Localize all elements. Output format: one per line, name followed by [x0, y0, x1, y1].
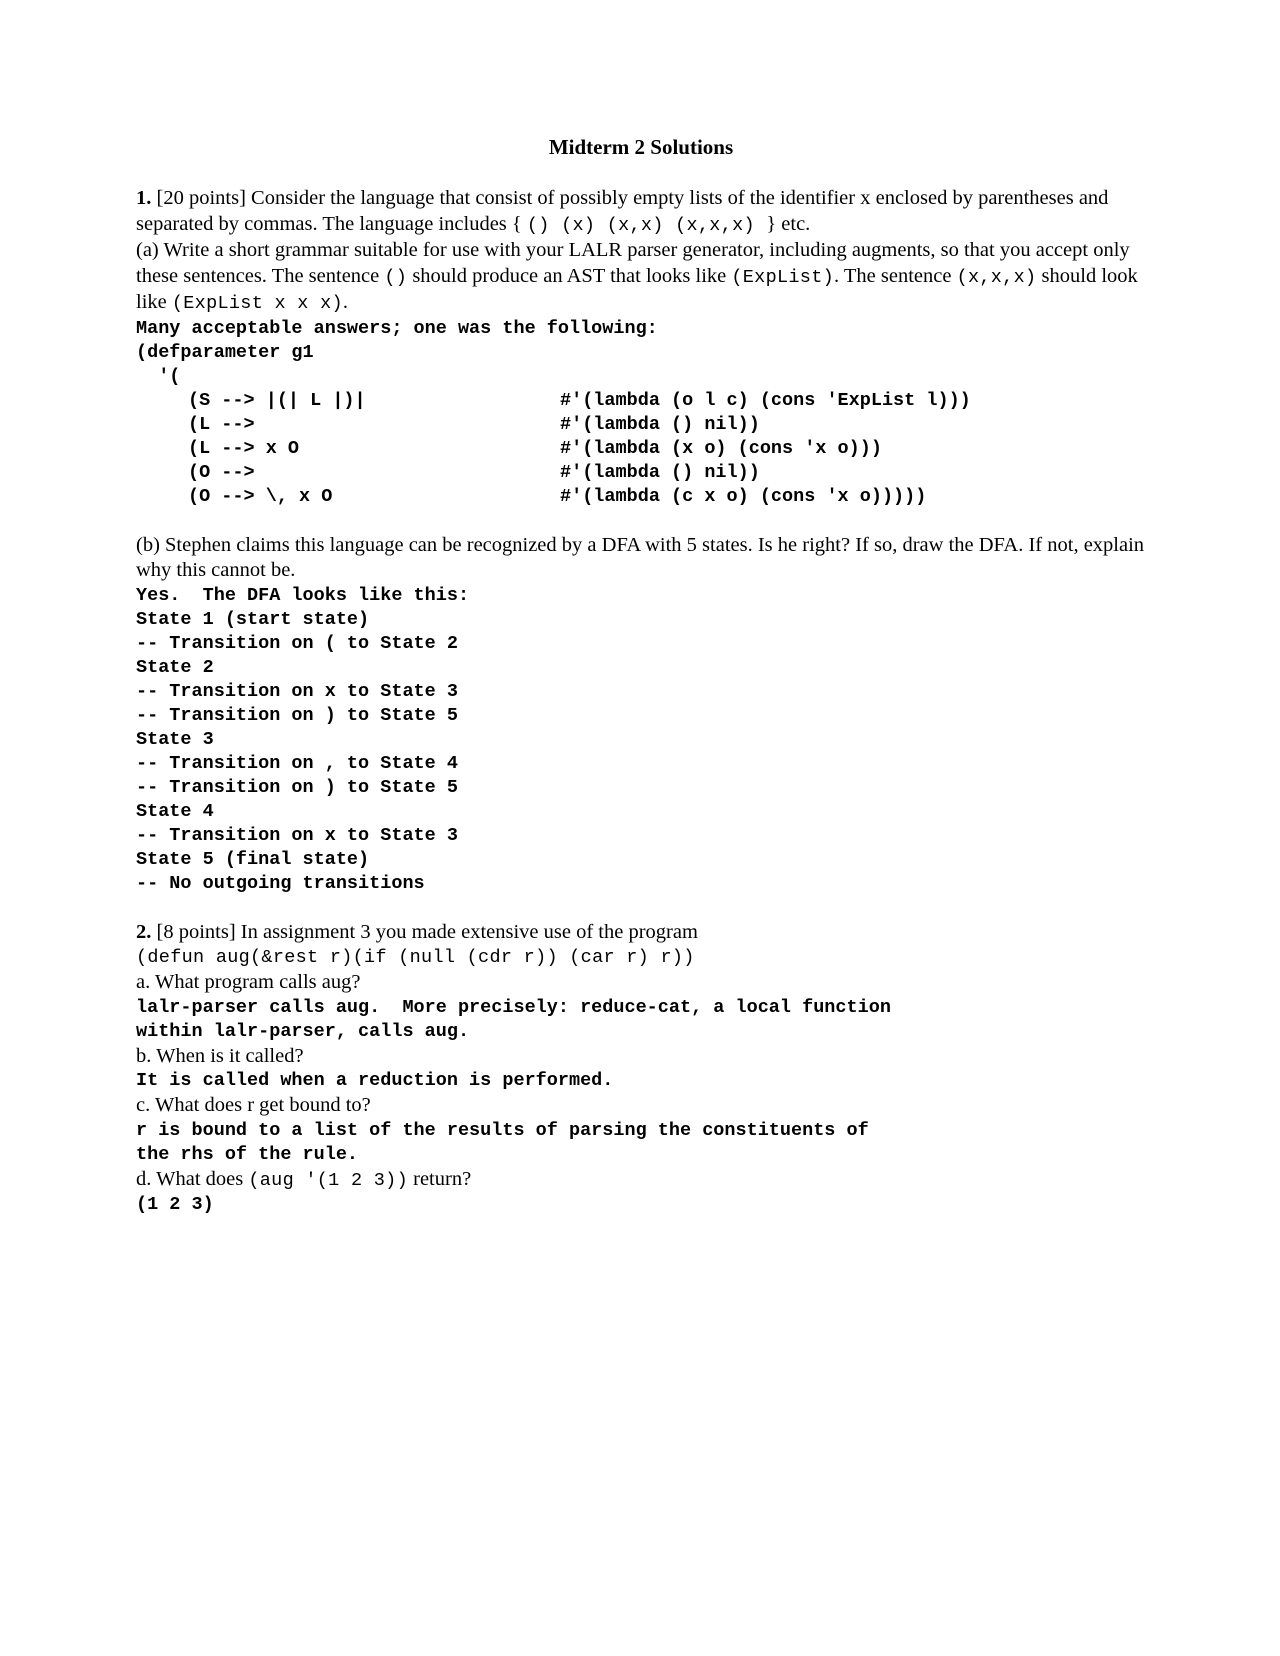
grammar-rule: (L --> x O	[188, 437, 300, 459]
q2b-question: b. When is it called?	[136, 1044, 304, 1067]
q2c-answer-line: r is bound to a list of the results of parsing the constituents of	[136, 1119, 869, 1141]
grammar-rule-row	[136, 389, 1146, 413]
grammar-action: #'(lambda () nil))	[560, 461, 760, 483]
dfa-line: -- No outgoing transitions	[136, 872, 425, 894]
dfa-line: -- Transition on x to State 3	[136, 680, 458, 702]
q2a-question: a. What program calls aug?	[136, 971, 361, 993]
q2c-question: c. What does r get bound to?	[136, 1094, 371, 1116]
q1a-answer-intro: Many acceptable answers; one was the following:	[136, 317, 658, 339]
page-title: Midterm 2 Solutions	[548, 135, 734, 159]
q2c-answer-line: the rhs of the rule.	[136, 1143, 359, 1165]
dfa-line: -- Transition on x to State 3	[136, 824, 458, 846]
q1-example-sentences: () (x) (x,x) (x,x,x)	[526, 214, 767, 236]
q2d-answer-line: (1 2 3)	[136, 1194, 214, 1215]
q1a-defparameter: (defparameter g1	[136, 341, 314, 363]
q1-intro: 1. [20 points] Consider the language that consist of possibly empty lists of the identifier x enclosed by parentheses and separated by commas. The language includes { () (x) (x,x) (x,x,x) } etc.	[136, 187, 1109, 236]
dfa-line: -- Transition on , to State 4	[136, 752, 458, 774]
q2a-answer-line: within lalr-parser, calls aug.	[136, 1020, 470, 1042]
grammar-action: #'(lambda () nil))	[560, 413, 760, 435]
document-content	[136, 134, 1146, 1217]
q2d-question: d. What does (aug '(1 2 3)) return?	[136, 1167, 472, 1191]
spacer	[136, 896, 1146, 920]
q1-number: 1.	[136, 187, 152, 209]
q2-program: (defun aug(&rest r)(if (null (cdr r)) (car r) r))	[136, 947, 695, 968]
grammar-rule-row	[136, 461, 1146, 485]
q1a-question: (a) Write a short grammar suitable for use with your LALR parser generator, including augments, so that you accept only these sentences. The sentence () should produce an AST that looks like (ExpList). The sentence (x,x,x) should look like (ExpList x x x).	[136, 239, 1138, 314]
grammar-rule-row	[136, 413, 1146, 437]
grammar-rule: (O -->	[188, 461, 255, 483]
dfa-line: -- Transition on ( to State 2	[136, 632, 458, 654]
q2a-answer-line: lalr-parser calls aug. More precisely: reduce-cat, a local function	[136, 996, 891, 1018]
dfa-line: State 2	[136, 656, 214, 678]
grammar-rule: (O --> \, x O	[188, 485, 333, 507]
grammar-rule-row	[136, 485, 1146, 509]
dfa-line: State 3	[136, 728, 214, 750]
q2b-answer-line: It is called when a reduction is performed.	[136, 1070, 614, 1091]
q2-number: 2.	[136, 920, 152, 943]
grammar-rule: (L -->	[188, 413, 255, 435]
grammar-rule: (S --> |(| L |)|	[188, 389, 366, 411]
grammar-action: #'(lambda (x o) (cons 'x o)))	[560, 437, 882, 459]
q1b-answer	[136, 584, 1146, 896]
dfa-line: State 4	[136, 800, 214, 822]
q2-intro: 2. [8 points] In assignment 3 you made extensive use of the program	[136, 920, 698, 943]
dfa-line: Yes. The DFA looks like this:	[136, 584, 470, 606]
grammar-action: #'(lambda (c x o) (cons 'x o)))))	[560, 485, 927, 507]
dfa-line: State 1 (start state)	[136, 608, 370, 630]
dfa-line: State 5 (final state)	[136, 848, 370, 870]
spacer	[136, 509, 1146, 533]
dfa-line: -- Transition on ) to State 5	[136, 776, 458, 798]
q1a-quote: '(	[136, 365, 181, 387]
q1a-grammar	[136, 389, 1146, 509]
dfa-line: -- Transition on ) to State 5	[136, 704, 458, 726]
grammar-action: #'(lambda (o l c) (cons 'ExpList l)))	[560, 389, 971, 411]
grammar-rule-row	[136, 437, 1146, 461]
q1b-question: (b) Stephen claims this language can be recognized by a DFA with 5 states. Is he right? If so, draw the DFA. If not, explain why this cannot be.	[136, 533, 1145, 581]
